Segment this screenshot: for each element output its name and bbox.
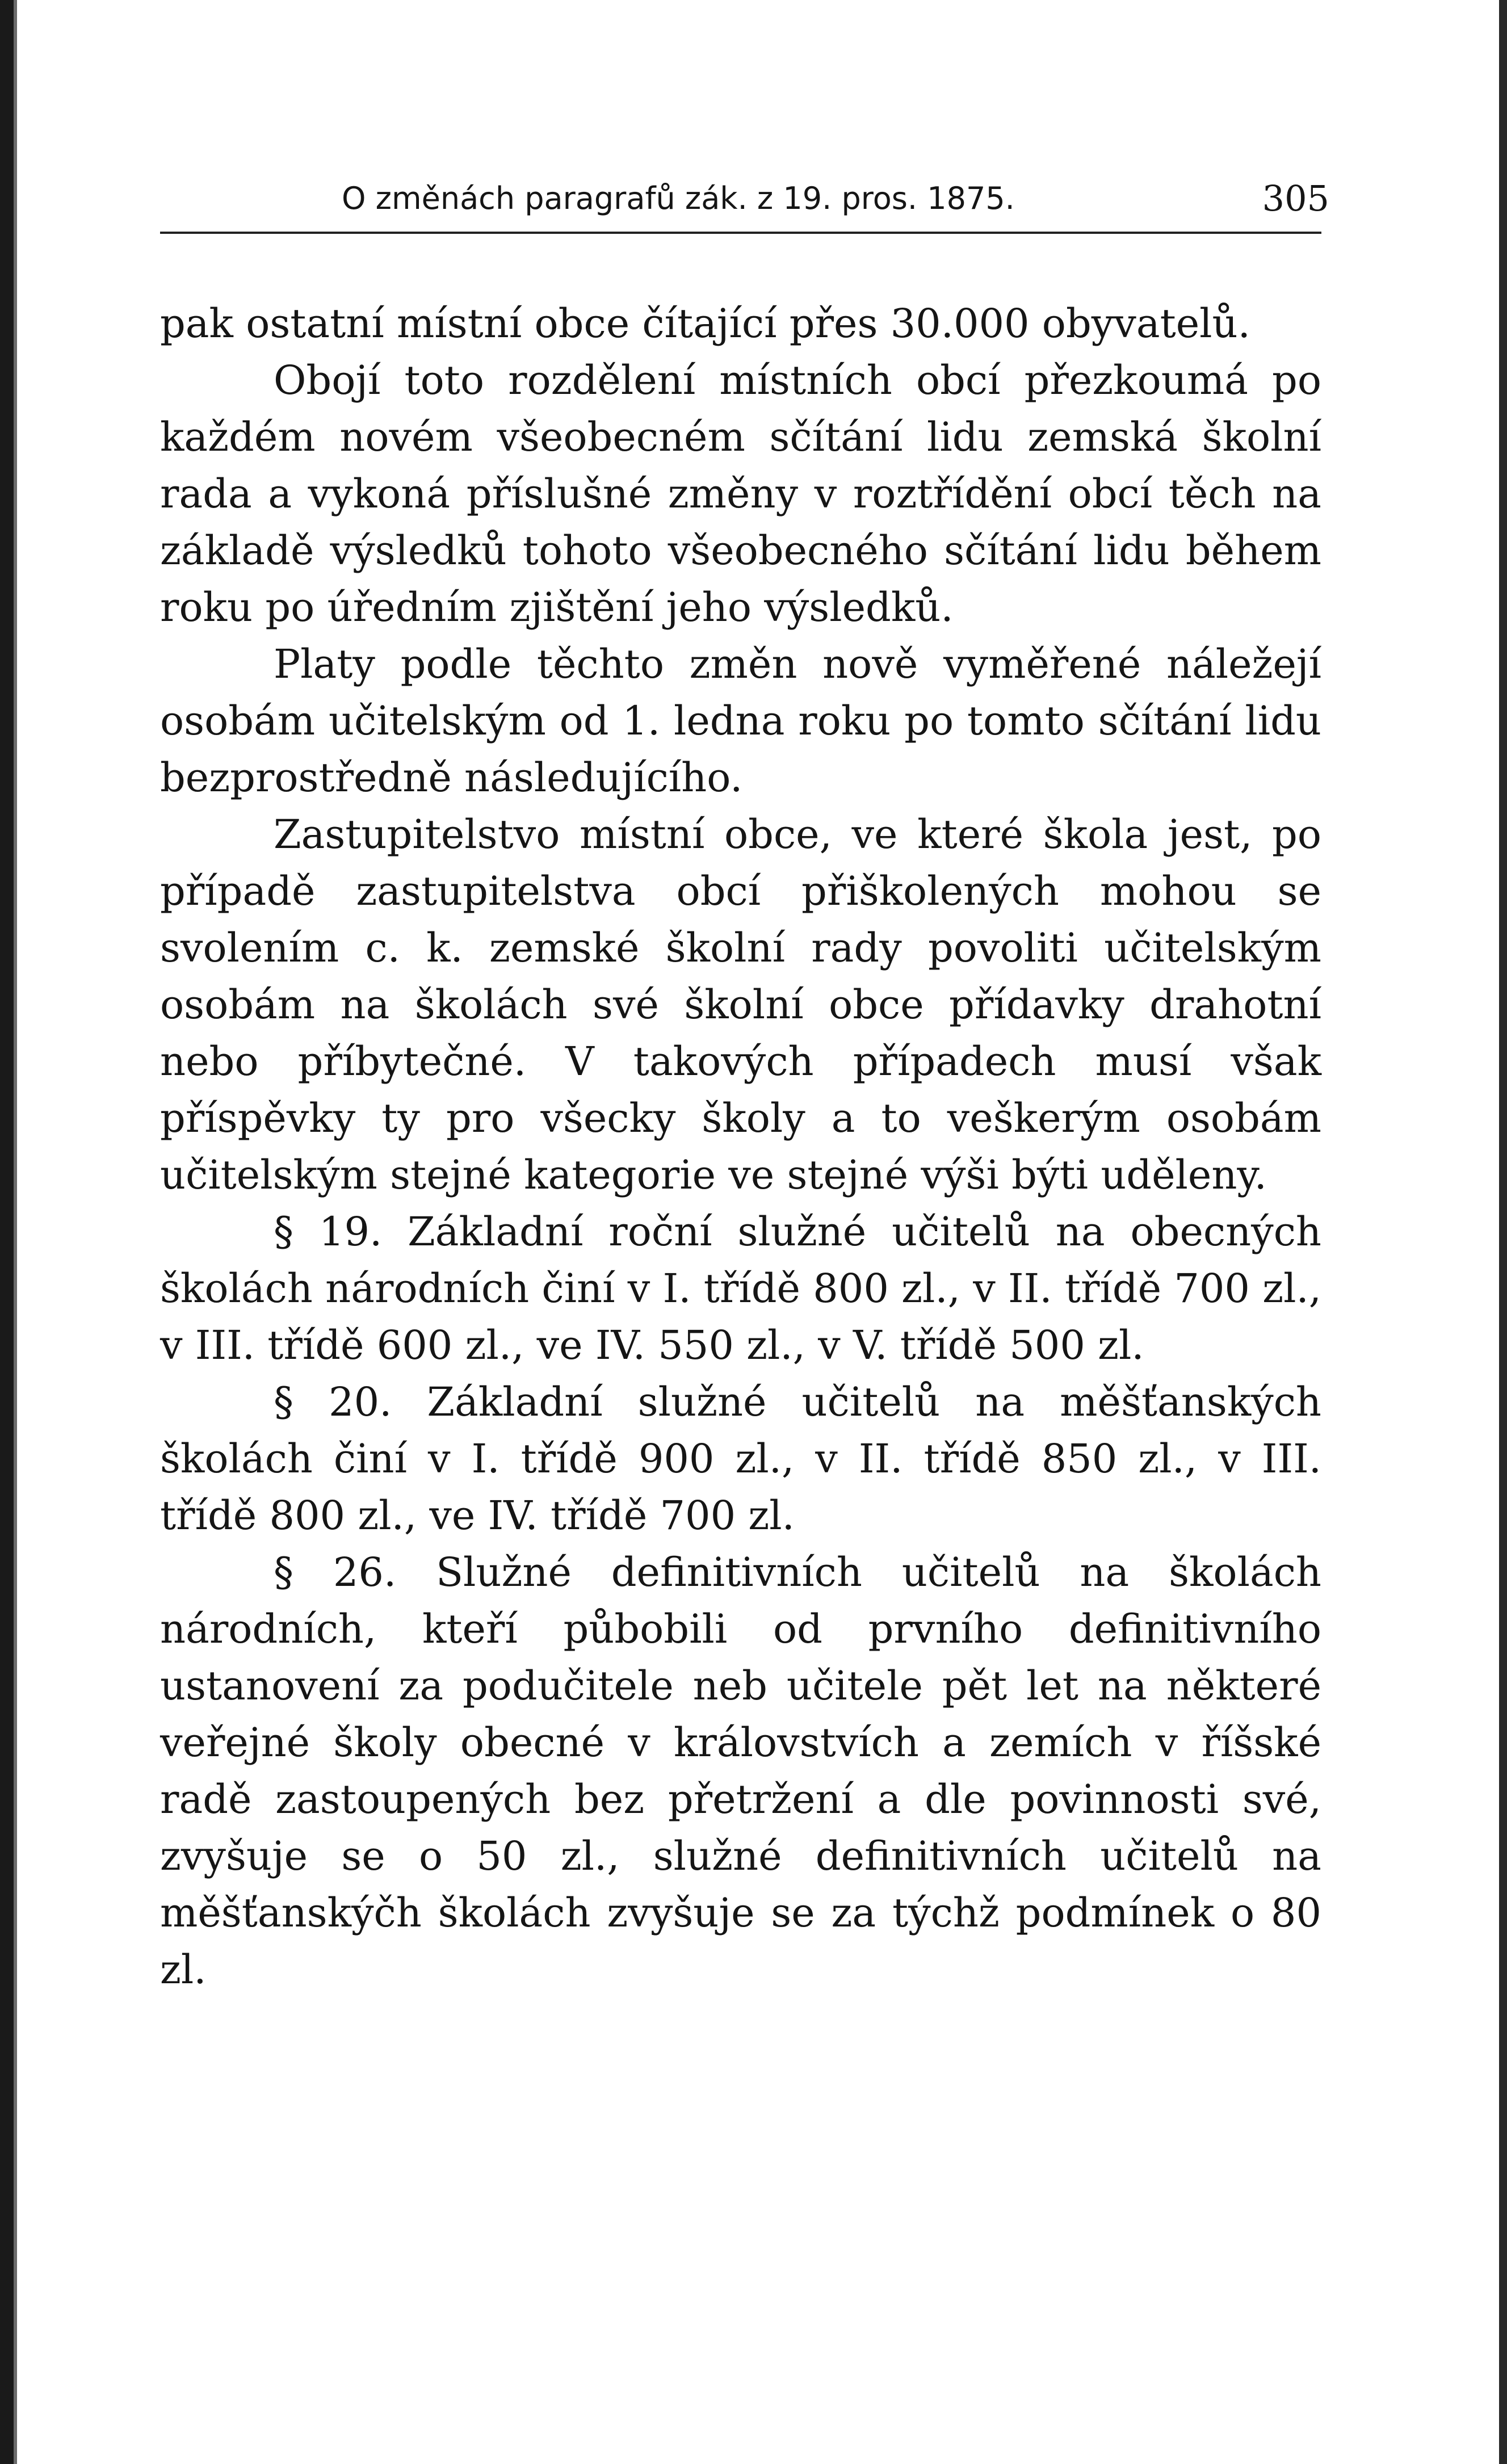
running-head [160,170,1329,227]
paragraph-reclassification: Obojí toto rozdělení místních obcí přezkoumá po každém novém všeobecném sčítání lidu zemská školní rada a vykoná příslušné změny v roztřídění obcí těch na základě výsledků tohoto všeobecného sčítání lidu během roku po úředním zjištění jeho výsledků. [160,357,1321,631]
paragraph-allowances: Zastupitelstvo místní obce, ve které škola jest, po případě zastupitelstva obcí přiškolených mohou se svolením c. k. zemské školní rady povoliti učitelským osobám na školách své školní obce přídavky drahotní nebo příbytečné. V takových případech musí však příspěvky ty pro všecky školy a to veškerým osobám učitelským stejné kategorie ve stejné výši býti uděleny. [160,811,1321,1198]
paragraph-salary-effective: Platy podle těchto změn nově vyměřené náležejí osobám učitelským od 1. ledna roku po tomto sčítání lidu bezprostředně následujícího. [160,641,1321,801]
page-number: 305 [1262,178,1329,219]
paragraph-section-26: § 26. Služné definitivních učitelů na školách národních, kteří půbobili od prvního definitivního ustanovení za podučitele neb učitele pět let na některé veřejné školy obecné v královstvích a zemích v říšské radě zastoupených bez přetržení a dle povinnosti své, zvyšuje se o 50 zl., služné definitivních učitelů na měšťanskýčh školách zvyšuje se za týchž podmínek o 80 zl. [160,1549,1321,1993]
body-text [160,295,1321,1998]
paragraph-continuation: pak ostatní místní obce čítající přes 30.000 obyvatelů. [160,300,1250,347]
scan-edge-left [0,0,14,2464]
paragraph-section-19: § 19. Základní roční služné učitelů na obecných školách národních činí v I. třídě 800 zl., v II. třídě 700 zl., v III. třídě 600 zl., ve IV. 550 zl., v V. třídě 500 zl. [160,1208,1321,1369]
scan-edge-left-shadow [14,0,17,2464]
running-title: O změnách paragrafů zák. z 19. pros. 1875. [342,181,1015,216]
book-page [160,170,1329,1998]
header-rule [160,232,1321,234]
scan-edge-right [1499,0,1507,2464]
paragraph-section-20: § 20. Základní služné učitelů na měšťanských školách činí v I. třídě 900 zl., v II. třídě 850 zl., v III. třídě 800 zl., ve IV. třídě 700 zl. [160,1379,1321,1539]
